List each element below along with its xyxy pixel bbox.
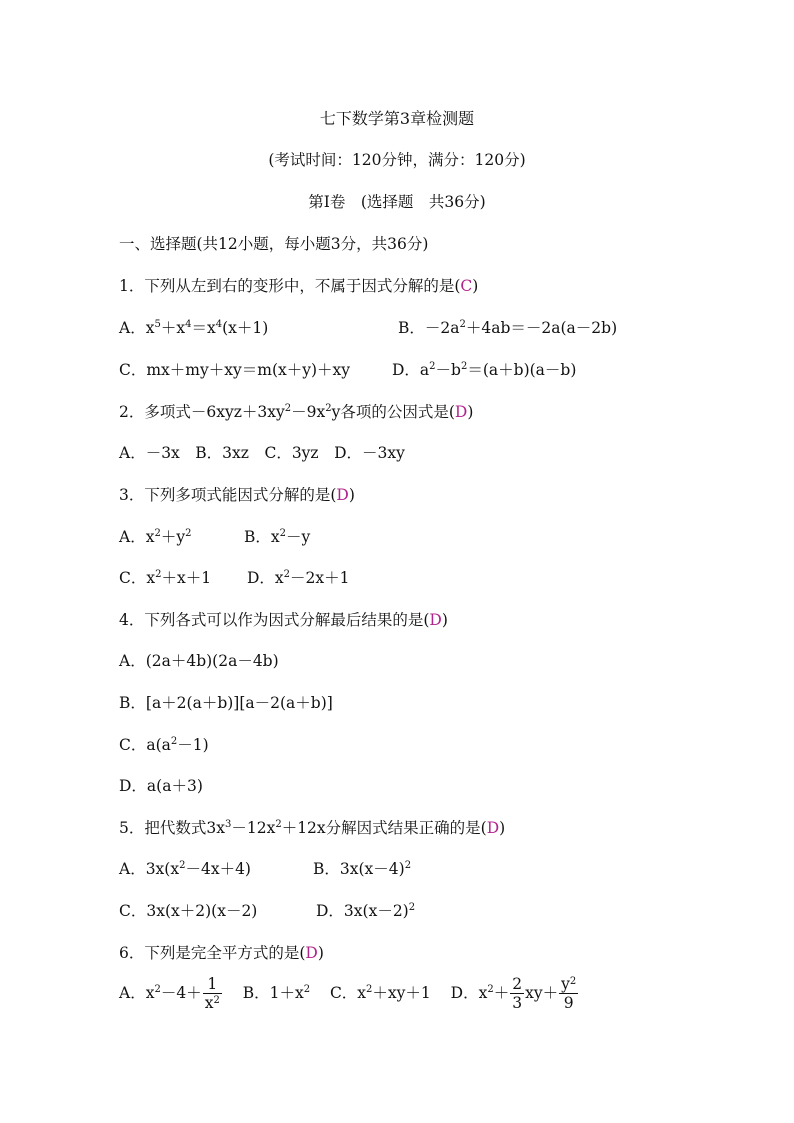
question-3-option-d: D．$x^2-2x+1$ bbox=[247, 569, 350, 587]
question-6-option-d: D．$x^2+$ $\frac{2}{3}$ xy＋ $\frac{y^2}{9}$ bbox=[450, 975, 577, 1013]
question-4-stem: 4．下列各式可以作为因式分解最后结果的是(D) bbox=[119, 611, 448, 629]
question-5-option-a: A．$3x(x^2-4x+4)$ bbox=[119, 860, 251, 878]
question-5-stem: 5．把代数式$3x^3-12x^2+12x$分解因式结果正确的是(D) bbox=[119, 819, 506, 837]
question-3-option-a: A．$x^2+y^2$ bbox=[119, 528, 192, 546]
question-5-option-c: C．3x(x＋2)(x－2) bbox=[119, 902, 258, 920]
question-1-option-d: D．$a^2-b^2=(a+b)(a-b)$ bbox=[392, 361, 577, 379]
question-3-option-c: C．$x^2+x+1$ bbox=[119, 569, 212, 587]
question-6-answer: D bbox=[305, 944, 318, 962]
question-6-option-c: C．$x^2+xy+1$ bbox=[329, 983, 431, 1002]
question-6-options bbox=[119, 976, 579, 1012]
question-6-stem: 6．下列是完全平方式的是(D) bbox=[119, 944, 324, 962]
section-heading: 一、选择题(共12小题，每小题3分，共36分) bbox=[119, 235, 429, 253]
question-1-option-b: B．$-2a^2+4ab=-2a(a-2b)$ bbox=[398, 319, 618, 337]
question-1-option-a: A．$x^5+x^4=x^4(x+1)$ bbox=[119, 319, 269, 337]
volume-heading: 第Ⅰ卷 (选择题 共36分) bbox=[308, 193, 486, 211]
question-5-option-b: B．$3x(x-4)^2$ bbox=[313, 860, 412, 878]
question-3-option-b: B．$x^2-y$ bbox=[244, 528, 311, 546]
question-5-option-d: D．$3x(x-2)^2$ bbox=[316, 902, 416, 920]
document-title: 七下数学第3章检测题 bbox=[319, 109, 475, 128]
question-2-stem: 2．多项式$-6xyz+3xy^2-9x^2y$各项的公因式是(D) bbox=[119, 403, 474, 421]
question-4-option-b: B．[a＋2(a＋b)][a－2(a＋b)] bbox=[119, 694, 333, 712]
question-1-option-c: C．mx＋my＋xy＝m(x＋y)＋xy bbox=[119, 361, 351, 379]
question-3-stem: 3．下列多项式能因式分解的是(D) bbox=[119, 486, 355, 504]
question-3-answer: D bbox=[336, 486, 349, 504]
question-6-option-a: A．$x^2-4+$ $\frac{1}{x^2}$ bbox=[119, 975, 220, 1013]
fraction: $\frac{1}{x^2}$ bbox=[204, 975, 220, 1013]
question-4-answer: D bbox=[429, 611, 442, 629]
question-4-option-a: A．(2a＋4b)(2a－4b) bbox=[119, 652, 279, 670]
question-4-option-d: D．a(a＋3) bbox=[119, 777, 203, 795]
exam-info: (考试时间：120分钟，满分：120分) bbox=[268, 151, 526, 169]
question-2-answer: D bbox=[454, 403, 468, 421]
question-2-options: A．－3x B．3xz C．3yz D．－3xy bbox=[119, 444, 405, 462]
question-5-answer: D bbox=[486, 819, 500, 837]
question-1-stem: 1．下列从左到右的变形中，不属于因式分解的是(C) bbox=[119, 277, 479, 295]
question-6-option-b: B．$1+x^2$ bbox=[242, 983, 311, 1002]
fraction: $\frac{2}{3}$ bbox=[512, 975, 523, 1013]
fraction: $\frac{y^2}{9}$ bbox=[561, 975, 577, 1013]
question-1-answer: C bbox=[460, 277, 473, 295]
question-4-option-c: C．$a(a^2-1)$ bbox=[119, 736, 209, 754]
